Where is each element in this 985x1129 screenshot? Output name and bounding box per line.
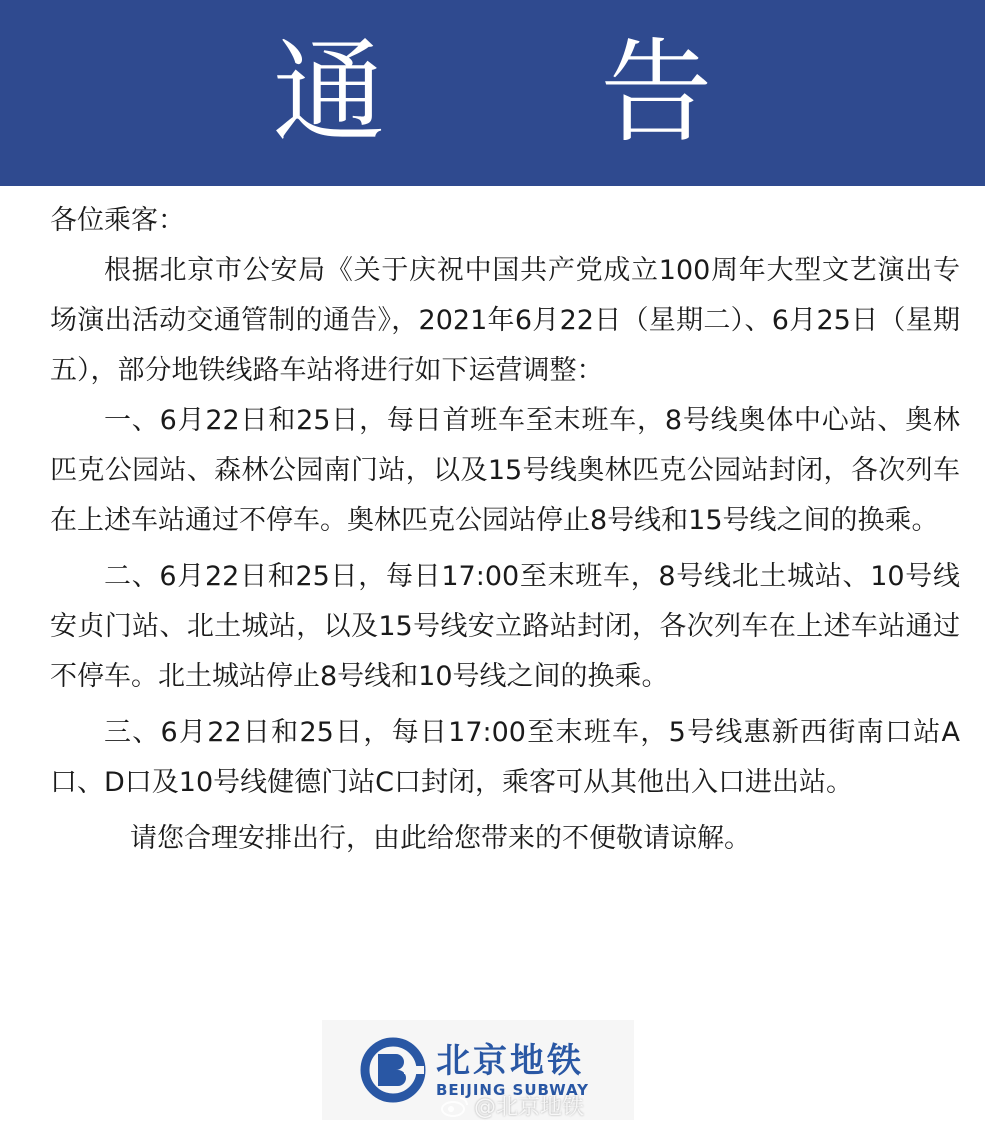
logo-name-cn: 北京地铁 bbox=[436, 1041, 584, 1081]
weibo-watermark bbox=[440, 1090, 584, 1121]
weibo-icon bbox=[440, 1094, 470, 1118]
salutation: 各位乘客： bbox=[50, 205, 185, 236]
beijing-subway-logo-icon bbox=[360, 1037, 426, 1103]
item-one-paragraph: 一、6月22日和25日，每日首班车至末班车，8号线奥体中心站、奥林匹克公园站、森林公园南门站，以及15号线奥林匹克公园站封闭，各次列车在上述车站通过不停车。奥林匹克公园站停止8号线和15号线之间的换乘。 bbox=[50, 405, 960, 536]
intro-paragraph: 根据北京市公安局《关于庆祝中国共产党成立100周年大型文艺演出专场演出活动交通管制的通告》，2021年6月22日（星期二）、6月25日（星期五），部分地铁线路车站将进行如下运营调整： bbox=[50, 255, 960, 386]
item-two-paragraph: 二、6月22日和25日，每日17:00至末班车，8号线北土城站、10号线安贞门站、北土城站，以及15号线安立路站封闭，各次列车在上述车站通过不停车。北土城站停止8号线和10号线之间的换乘。 bbox=[50, 561, 960, 692]
notice-title: 通 告 bbox=[272, 28, 803, 158]
watermark-text: @北京地铁 bbox=[474, 1095, 585, 1120]
logo-name-en: BEIJING SUBWAY bbox=[436, 1081, 590, 1099]
closing-line: 请您合理安排出行，由此给您带来的不便敬请谅解。 bbox=[130, 823, 751, 854]
header-banner bbox=[0, 0, 985, 186]
item-three-paragraph: 三、6月22日和25日，每日17:00至末班车，5号线惠新西街南口站A口、D口及10号线健德门站C口封闭，乘客可从其他出入口进出站。 bbox=[50, 717, 960, 798]
notice-body bbox=[50, 196, 960, 864]
